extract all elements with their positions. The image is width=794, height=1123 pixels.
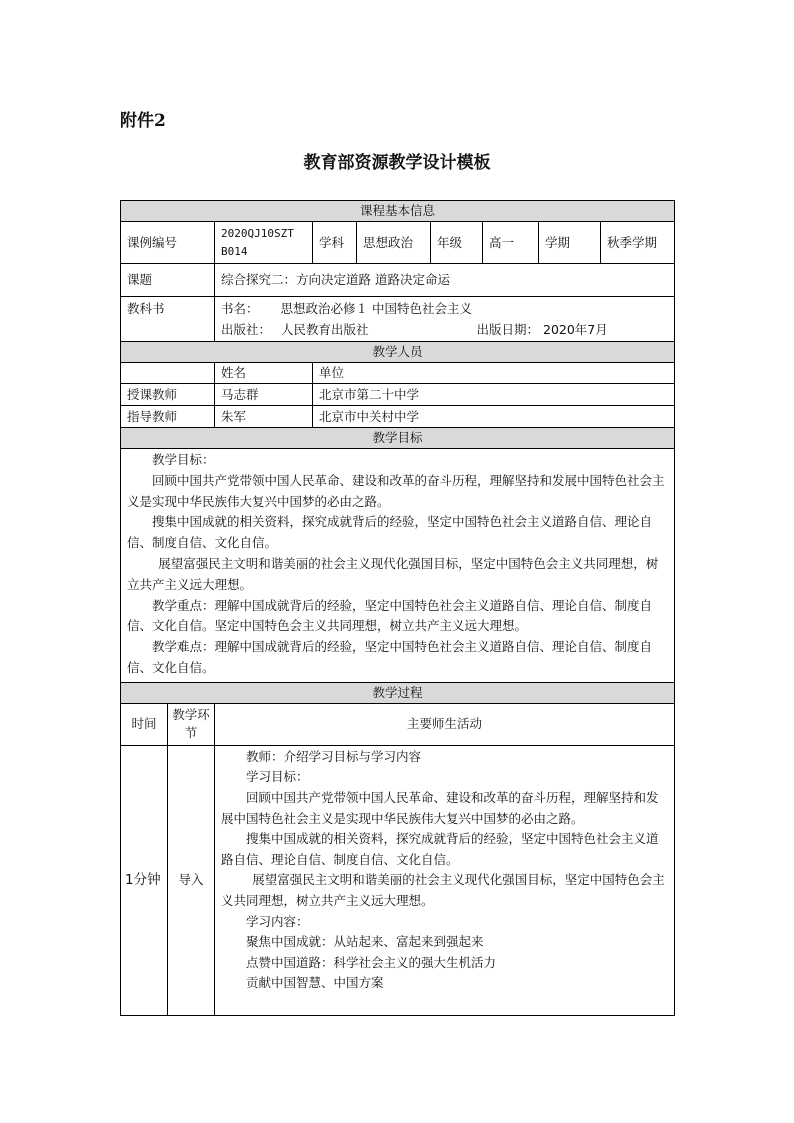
activity-line: 学习内容： xyxy=(246,913,309,929)
publisher-line xyxy=(221,319,668,340)
textbook-value xyxy=(215,297,675,342)
term-value: 秋季学期 xyxy=(601,222,675,264)
publisher-label: 出版社： xyxy=(221,322,272,337)
goals-content xyxy=(121,449,675,683)
topic-value: 综合探究二：方向决定道路 道路决定命运 xyxy=(215,264,675,297)
section-title: 教学过程 xyxy=(121,682,675,703)
process-stage: 导入 xyxy=(168,745,215,1015)
attachment-label: 附件2 xyxy=(120,111,166,131)
grade-label: 年级 xyxy=(431,222,483,264)
case-no-value xyxy=(215,222,313,264)
teacher-header-row xyxy=(121,363,675,384)
pub-date-value: 2020年7月 xyxy=(543,322,608,337)
pub-date-label: 出版日期： xyxy=(476,322,540,337)
activity-line: 教师：介绍学习目标与学习内容 xyxy=(246,748,422,764)
section-title: 教学人员 xyxy=(121,342,675,363)
difficulties: 教学难点：理解中国成就背后的经验，坚定中国特色社会主义道路自信、理论自信、制度自信、文化自信。 xyxy=(127,639,653,675)
book-name-value: 思想政治必修１ 中国特色社会主义 xyxy=(280,301,472,316)
goals-row xyxy=(121,449,675,683)
activity-line: 贡献中国智慧、中国方案 xyxy=(246,975,384,991)
teacher-row xyxy=(121,384,675,406)
activity-line: 点赞中国道路：科学社会主义的强大生机活力 xyxy=(246,954,497,970)
col-stage-header: 教学环节 xyxy=(168,703,215,745)
case-no-label: 课例编号 xyxy=(121,222,215,264)
teacher-name-header: 姓名 xyxy=(215,363,313,384)
activity-line: 展望富强民主文明和谐美丽的社会主义现代化强国目标，坚定中国特色会主义共同理想，树立共产主义远大理想。 xyxy=(221,872,665,908)
book-name-label: 书名： xyxy=(221,301,259,316)
activity-line: 搜集中国成就的相关资料，探究成就背后的经验，坚定中国特色社会主义道路自信、理论自信、制度自信、文化自信。 xyxy=(221,831,659,867)
teacher-role: 授课教师 xyxy=(121,384,215,406)
teacher-unit: 北京市第二十中学 xyxy=(313,384,675,406)
process-activity xyxy=(215,745,675,1015)
publisher-value: 人民教育出版社 xyxy=(281,322,369,337)
goals-heading: 教学目标： xyxy=(152,452,215,467)
topic-row xyxy=(121,264,675,297)
goal-item: 搜集中国成就的相关资料，探究成就背后的经验，坚定中国特色社会主义道路自信、理论自信、制度自信、文化自信。 xyxy=(127,514,653,551)
grade-value: 高一 xyxy=(483,222,539,264)
topic-label: 课题 xyxy=(121,264,215,297)
book-name-line xyxy=(221,298,668,319)
teacher-row xyxy=(121,406,675,428)
document-title: 教育部资源教学设计模板 xyxy=(303,153,491,173)
activity-line: 回顾中国共产党带领中国人民革命、建设和改革的奋斗历程，理解坚持和发展中国特色社会主义是实现中华民族伟大复兴中国梦的必由之路。 xyxy=(221,789,659,826)
process-time: 1分钟 xyxy=(121,745,168,1015)
process-header-row xyxy=(121,703,675,745)
teacher-header-empty xyxy=(121,363,215,384)
section-process xyxy=(121,682,675,703)
section-title: 教学目标 xyxy=(121,428,675,449)
case-no-line2: B014 xyxy=(221,244,248,258)
subject-value: 思想政治 xyxy=(357,222,431,264)
process-row xyxy=(121,745,675,1015)
basic-info-row xyxy=(121,222,675,264)
activity-line: 学习目标： xyxy=(246,769,309,785)
teacher-unit: 北京市中关村中学 xyxy=(313,406,675,428)
section-title: 课程基本信息 xyxy=(121,201,675,222)
activity-line: 聚焦中国成就：从站起来、富起来到强起来 xyxy=(246,934,484,950)
teacher-name: 朱军 xyxy=(215,406,313,428)
key-points: 教学重点：理解中国成就背后的经验，坚定中国特色社会主义道路自信、理论自信、制度自信、文化自信。坚定中国特色会主义共同理想，树立共产主义远大理想。 xyxy=(127,597,653,634)
textbook-label: 教科书 xyxy=(121,297,215,342)
section-basic-info xyxy=(121,201,675,222)
section-goals xyxy=(121,428,675,449)
subject-label: 学科 xyxy=(313,222,357,264)
textbook-row xyxy=(121,297,675,342)
section-teachers xyxy=(121,342,675,363)
goal-item: 展望富强民主文明和谐美丽的社会主义现代化强国目标，坚定中国特色会主义共同理想，树立共产主义远大理想。 xyxy=(127,555,659,592)
col-time-header: 时间 xyxy=(121,703,168,745)
teacher-role: 指导教师 xyxy=(121,406,215,428)
goal-item: 回顾中国共产党带领中国人民革命、建设和改革的奋斗历程，理解坚持和发展中国特色社会主义是实现中华民族伟大复兴中国梦的必由之路。 xyxy=(127,472,665,509)
col-activity-header: 主要师生活动 xyxy=(215,703,675,745)
case-no-line1: 2020QJ10SZT xyxy=(221,226,294,240)
term-label: 学期 xyxy=(539,222,601,264)
teacher-name: 马志群 xyxy=(215,384,313,406)
teacher-unit-header: 单位 xyxy=(313,363,675,384)
lesson-design-table xyxy=(120,200,675,1016)
